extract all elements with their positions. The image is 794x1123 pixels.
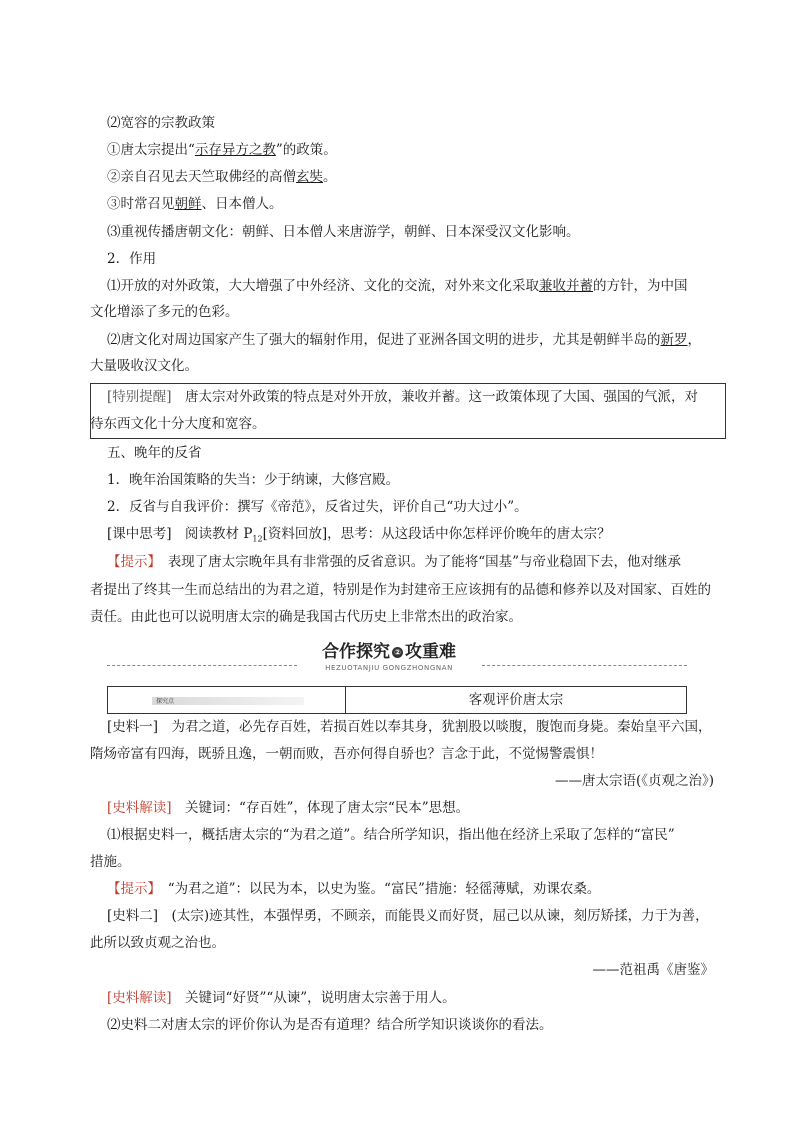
question-line: ⑵史料二对唐太宗的评价你认为是否有道理？结合所学知识谈谈你的看法。 [107,1017,553,1033]
reading-tag: [史料解读] [107,800,172,816]
key-term: 新罗 [660,332,688,348]
text-line: ①唐太宗提出“示存异方之教”的政策。 [107,142,337,158]
text-line: 大量吸收汉文化。 [90,358,198,374]
reading-line: [史料解读] 关键词“好贤”“从谏”，说明唐太宗善于用人。 [107,990,456,1006]
text-line: ⑶重视传播唐朝文化：朝鲜、日本僧人来唐游学，朝鲜、日本深受汉文化影响。 [107,224,580,240]
subheading-effect: 2．作用 [107,251,157,267]
text-line: ②亲自召见去天竺取佛经的高僧玄奘。 [107,169,337,185]
inquiry-topic: 客观评价唐太宗 [468,692,564,708]
source-tag: [史料二] [107,908,159,924]
banner-badge-icon: ② [392,647,403,658]
text-line: 2．反省与自我评价：撰写《帝范》，反省过失，评价自己“功大过小”。 [107,499,528,515]
source-attribution: ——唐太宗语(《贞观之治》) [554,773,714,789]
section-banner: 合作探究 ② 攻重难 HEZUOTANJIU GONGZHONGNAN [300,641,478,675]
hint-line: 【提示】 “为君之道”：以民为本，以史为鉴。“富民”措施：轻徭薄赋，劝课农桑。 [107,881,601,897]
banner-divider-left [107,665,297,666]
reading-line: [史料解读] 关键词：“存百姓”，体现了唐太宗“民本”思想。 [107,800,470,816]
hint-line: 者提出了终其一生而总结出的为君之道，特别是作为封建帝王应该拥有的品德和修养以及对国家、百姓的 [90,582,711,598]
text-line: 1．晚年治国策略的失当：少于纳谏，大修宫殿。 [107,472,400,488]
key-term: 朝鲜 [174,196,202,212]
inquiry-label-cell [108,687,346,713]
inquiry-table [107,686,687,714]
hint-tag: 【提示】 [107,554,155,570]
think-question: [课中思考] 阅读教材 $P_{12}$[资料回放]，思考：从这段话中你怎样评价晚年的唐太宗？ [107,526,611,544]
special-note-tag: [特别提醒] [107,389,172,405]
key-term: 示存异方之教 [194,142,276,158]
banner-pinyin: HEZUOTANJIU GONGZHONGNAN [325,664,453,672]
special-note-line: [特别提醒] 唐太宗对外政策的特点是对外开放，兼收并蓄。这一政策体现了大国、强国的气派，对 [107,389,699,405]
hint-line: 责任。由此也可以说明唐太宗的确是我国古代历史上非常杰出的政治家。 [90,609,522,625]
source-line: 隋炀帝富有四海，既骄且逸，一朝而败，吾亦何得自骄也？言念于此，不觉惕警震惧！ [90,746,603,762]
think-tag: [课中思考] [107,526,172,542]
source-tag: [史料一] [107,719,159,735]
source-line: [史料二] (太宗)迹其性，本强悍勇，不顾亲，而能畏义而好贤，屈己以从谏，刻厉矫揉，力于为善， [107,908,709,924]
key-term: 玄奘 [296,169,323,185]
text-line: ⑵唐文化对周边国家产生了强大的辐射作用，促进了亚洲各国文明的进步，尤其是朝鲜半岛的新罗， [107,332,701,348]
hint-tag: 【提示】 [107,881,155,897]
hint-line: 【提示】 表现了唐太宗晚年具有非常强的反省意识。为了能将“国基”与帝业稳固下去，他对继承 [107,554,682,570]
text-line: ⑴开放的对外政策，大大增强了中外经济、文化的交流，对外来文化采取兼收并蓄的方针，为中国 [107,278,688,294]
banner-divider-right [482,665,687,666]
special-note-line: 待东西文化十分大度和宽容。 [90,416,266,432]
subheading-religion: ⑵宽容的宗教政策 [107,115,215,131]
source-line: [史料一] 为君之道，必先存百姓，若损百姓以奉其身，犹割股以啖腹，腹饱而身毙。秦始皇平六国， [107,719,712,735]
key-term: 兼收并蓄 [539,278,593,294]
reading-tag: [史料解读] [107,990,172,1006]
source-attribution: ——范祖禹《唐鉴》 [592,962,714,978]
text-line: 文化增添了多元的色彩。 [90,304,239,320]
source-line: 此所以致贞观之治也。 [90,935,225,951]
label-bar [152,697,304,705]
section-title: 五、晚年的反省 [107,445,202,461]
text-line: ③时常召见朝鲜、日本僧人。 [107,196,283,212]
question-line: ⑴根据史料一，概括唐太宗的“为君之道”。结合所学知识，指出他在经济上采取了怎样的“富民” [107,827,675,843]
inquiry-label: 探究点 [156,698,175,705]
question-line: 措施。 [90,854,131,870]
